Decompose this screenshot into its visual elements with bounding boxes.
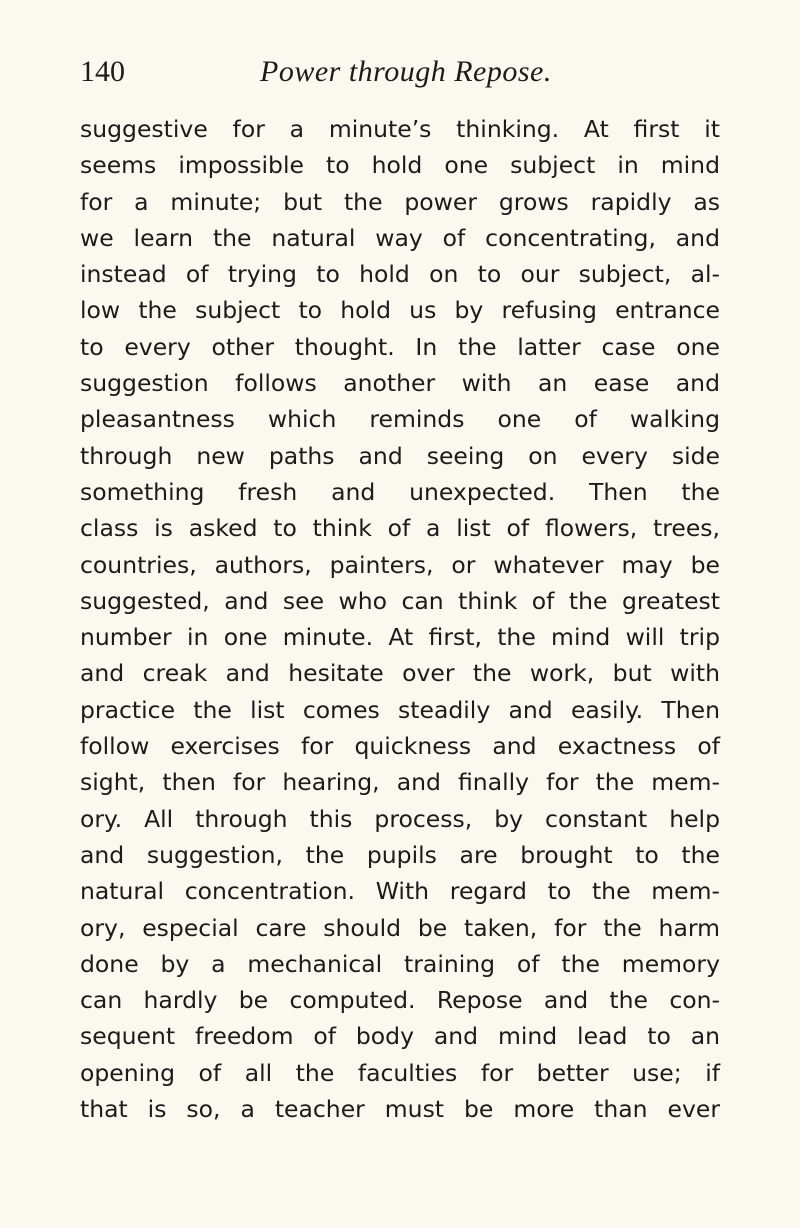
running-head [80,52,720,92]
text-line: for a minute; but the power grows rapidly as [80,187,720,216]
text-line: can hardly be computed. Repose and the con- [80,986,720,1015]
text-line: ory. All through this process, by constant help [80,804,720,833]
text-line: low the subject to hold us by refusing entrance [80,296,720,325]
text-line: suggested, and see who can think of the greatest [80,586,720,615]
text-line: ory, especial care should be taken, for the harm [80,913,720,942]
text-line: pleasantness which reminds one of walking [80,405,720,434]
text-line: countries, authors, painters, or whatever may be [80,550,720,579]
text-line: number in one minute. At first, the mind will trip [80,623,720,652]
page-number: 140 [80,55,125,88]
text-line: instead of trying to hold on to our subject, al- [80,260,720,289]
text-line: natural concentration. With regard to the mem- [80,877,720,906]
text-line: practice the list comes steadily and easily. Then [80,695,720,724]
text-line: done by a mechanical training of the memory [80,949,720,978]
text-line: something fresh and unexpected. Then the [80,477,720,506]
text-line: class is asked to think of a list of flowers, trees, [80,514,720,543]
text-line: opening of all the faculties for better use; if [80,1058,720,1087]
text-line: suggestive for a minute’s thinking. At first it [80,115,720,143]
text-line: to every other thought. In the latter case one [80,332,720,361]
text-line: sight, then for hearing, and finally for the mem- [80,768,720,797]
text-line: and suggestion, the pupils are brought to the [80,840,720,869]
text-line: sequent freedom of body and mind lead to an [80,1022,720,1051]
text-line: follow exercises for quickness and exactness of [80,732,720,761]
text-line: and creak and hesitate over the work, but with [80,659,720,688]
text-line: seems impossible to hold one subject in mind [80,151,720,180]
text-line: that is so, a teacher must be more than ever [80,1095,720,1124]
running-title: Power through Repose. [260,55,552,88]
body-text [80,111,720,1127]
text-line: suggestion follows another with an ease and [80,369,720,398]
text-line: through new paths and seeing on every side [80,441,720,470]
text-line: we learn the natural way of concentrating, and [80,223,720,252]
